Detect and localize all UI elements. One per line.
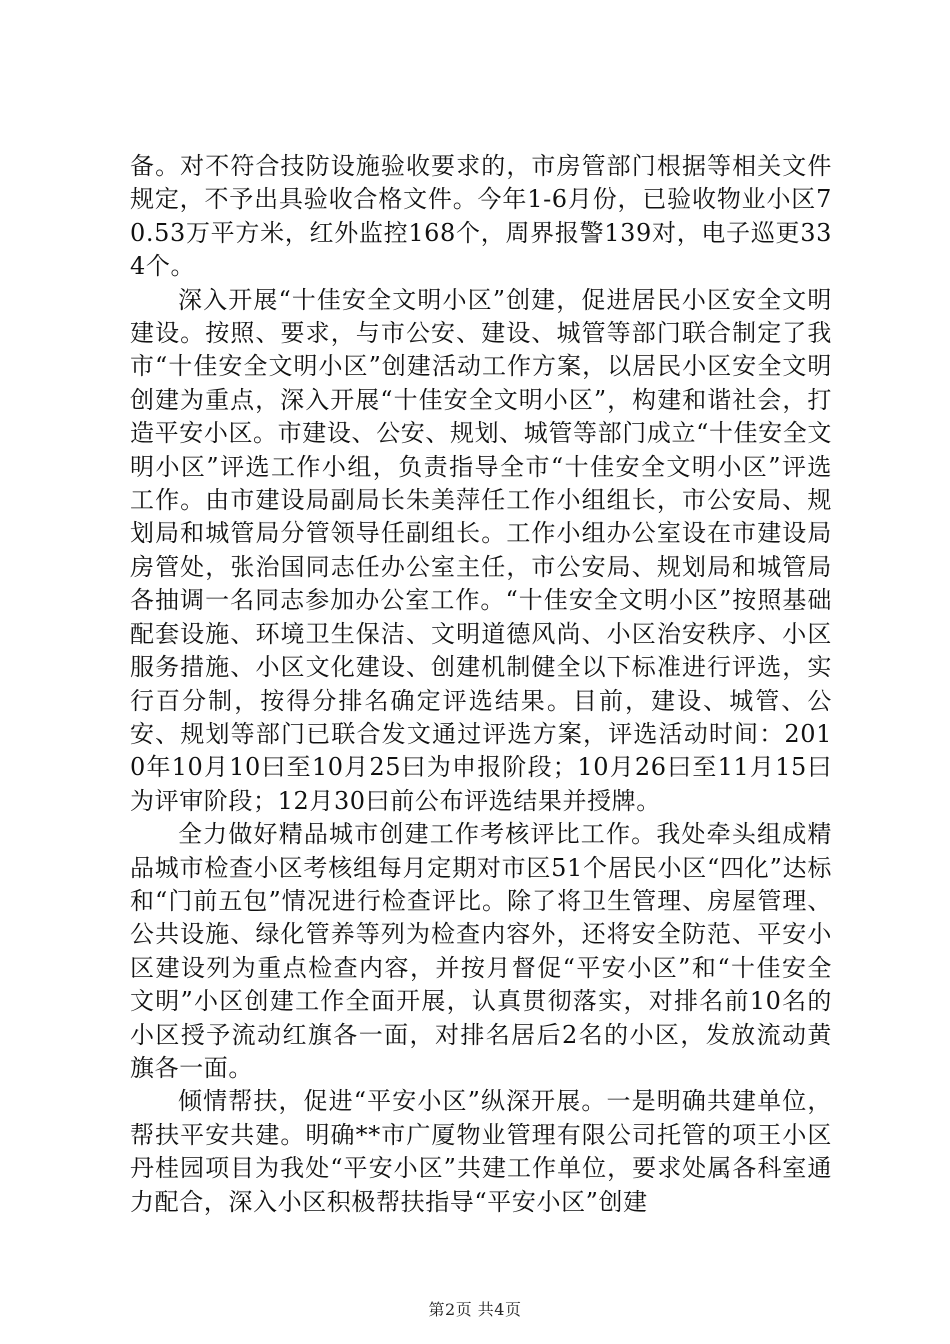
paragraph-continuation: 备。对不符合技防设施验收要求的，市房管部门根据等相关文件规定，不予出具验收合格文件。今年1-6月份，已验收物业小区70.53万平方米，红外监控168个，周界报警139对，电子巡更334个。 bbox=[130, 152, 832, 281]
paragraph-city-evaluation: 全力做好精品城市创建工作考核评比工作。我处牵头组成精品城市检查小区考核组每月定期对市区51个居民小区“四化”达标和“门前五包”情况进行检查评比。除了将卫生管理、房屋管理、公共设施、绿化管养等列为检查内容外，还将安全防范、平安小区建设列为重点检查内容，并按月督促“平安小区”和“十佳安全文明”小区创建工作全面开展，认真贯彻落实，对排名前10名的小区授予流动红旗各一面，对排名居后2名的小区，发放流动黄旗各一面。 bbox=[130, 820, 832, 1082]
document-body bbox=[130, 150, 832, 1219]
page-footer: 第2页 共4页 bbox=[428, 1300, 522, 1319]
paragraph-safe-community-campaign: 深入开展“十佳安全文明小区”创建，促进居民小区安全文明建设。按照、要求，与市公安、建设、城管等部门联合制定了我市“十佳安全文明小区”创建活动工作方案，以居民小区安全文明创建为重点，深入开展“十佳安全文明小区”，构建和谐社会，打造平安小区。市建设、公安、规划、城管等部门成立“十佳安全文明小区”评选工作小组，负责指导全市“十佳安全文明小区”评选工作。由市建设局副局长朱美萍任工作小组组长，市公安局、规划局和城管局分管领导任副组长。工作小组办公室设在市建设局房管处，张治国同志任办公室主任，市公安局、规划局和城管局各抽调一名同志参加办公室工作。“十佳安全文明小区”按照基础配套设施、环境卫生保洁、文明道德风尚、小区治安秩序、小区服务措施、小区文化建设、创建机制健全以下标准进行评选，实行百分制，按得分排名确定评选结果。目前，建设、城管、公安、规划等部门已联合发文通过评选方案，评选活动时间：2010年10月10曰至10月25曰为申报阶段；10月26曰至11月15曰为评审阶段；12月30曰前公布评选结果并授牌。 bbox=[130, 285, 832, 815]
paragraph-assistance: 倾情帮扶，促进“平安小区”纵深开展。一是明确共建单位，帮扶平安共建。明确**市广厦物业管理有限公司托管的项王小区丹桂园项目为我处“平安小区”共建工作单位，要求处属各科室通力配合，深入小区积极帮扶指导“平安小区”创建 bbox=[130, 1087, 832, 1216]
